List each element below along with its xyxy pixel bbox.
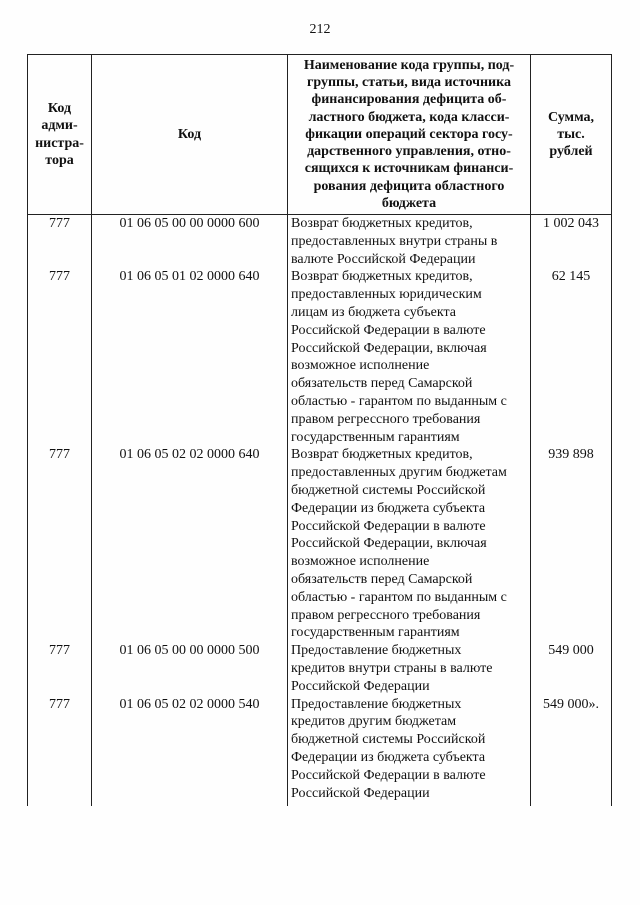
table-header-row: [28, 55, 612, 215]
cell-sum: 939 898: [531, 446, 612, 642]
cell-code: 01 06 05 01 02 0000 640: [92, 268, 288, 446]
table-row: [28, 446, 612, 642]
cell-admin-code: 777: [28, 268, 92, 446]
table-row: [28, 215, 612, 269]
cell-name: Возврат бюджетных кредитов, предоставленных юридическим лицам из бюджета субъекта Российской Федерации в валюте Российской Федерации, включая возможное исполнение обязательств перед Самарской областью - гарантом по выданным с правом регрессного требования государственным гарантиям: [288, 268, 531, 446]
cell-sum: 62 145: [531, 268, 612, 446]
header-name: Наименование кода группы, под- группы, статьи, вида источника финансирования дефицита об- ластного бюджета, кода класси- фикации операций сектора госу- дарственного управления, отно- сящихся к источникам финанси- рования дефицита областного бюджета: [288, 55, 531, 215]
table-row: [28, 642, 612, 695]
cell-sum: 549 000».: [531, 696, 612, 807]
table-row: [28, 696, 612, 807]
table-row: [28, 268, 612, 446]
cell-name: Предоставление бюджетных кредитов другим бюджетам бюджетной системы Российской Федерации из бюджета субъекта Российской Федерации в валюте Российской Федерации: [288, 696, 531, 807]
cell-name: Возврат бюджетных кредитов, предоставленных другим бюджетам бюджетной системы Российской Федерации из бюджета субъекта Российской Федерации в валюте Российской Федерации, включая возможное исполнение обязательств перед Самарской областью - гарантом по выданным с правом регрессного требования государственным гарантиям: [288, 446, 531, 642]
cell-sum: 1 002 043: [531, 215, 612, 269]
header-sum: Сумма, тыс. рублей: [531, 55, 612, 215]
header-code: Код: [92, 55, 288, 215]
header-admin-code: Код адми- нистра- тора: [28, 55, 92, 215]
cell-code: 01 06 05 00 00 0000 500: [92, 642, 288, 695]
cell-admin-code: 777: [28, 696, 92, 807]
cell-code: 01 06 05 00 00 0000 600: [92, 215, 288, 269]
cell-code: 01 06 05 02 02 0000 640: [92, 446, 288, 642]
cell-admin-code: 777: [28, 215, 92, 269]
cell-name: Предоставление бюджетных кредитов внутри страны в валюте Российской Федерации: [288, 642, 531, 695]
cell-admin-code: 777: [28, 446, 92, 642]
cell-name: Возврат бюджетных кредитов, предоставленных внутри страны в валюте Российской Федерации: [288, 215, 531, 269]
cell-sum: 549 000: [531, 642, 612, 695]
budget-sources-table: [27, 54, 612, 806]
page-number: 212: [309, 22, 331, 37]
cell-code: 01 06 05 02 02 0000 540: [92, 696, 288, 807]
cell-admin-code: 777: [28, 642, 92, 695]
